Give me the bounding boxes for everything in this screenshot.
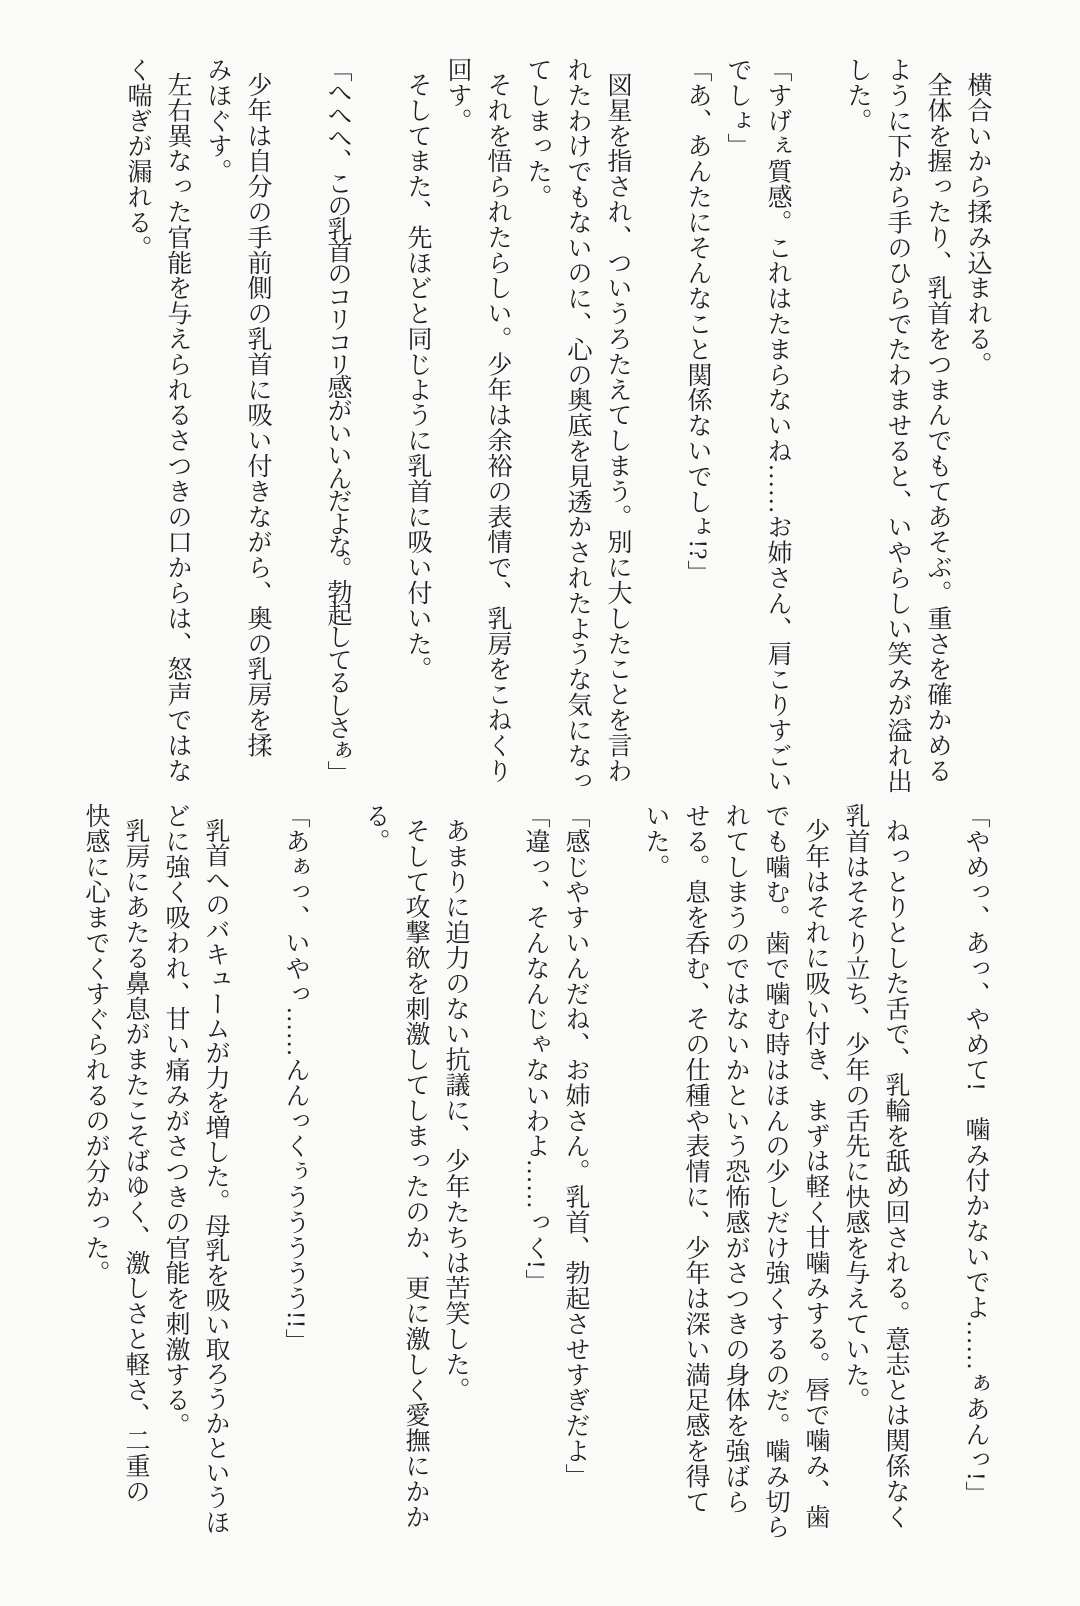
text-line: てしまった。 bbox=[524, 57, 551, 210]
text-line: どに強く吸われ、甘い痛みがさつきの官能を刺激する。 bbox=[162, 803, 189, 1438]
text-line: 「違っ、そんなんじゃないわよ……っく!」 bbox=[522, 803, 549, 1295]
text-line: でも噛む。歯で噛む時はほんの少しだけ強くするのだ。噛み切ら bbox=[762, 803, 789, 1540]
text-line: る。 bbox=[362, 803, 389, 854]
text-line: 少年はそれに吸い付き、まずは軽く甘噛みする。唇で噛み、歯 bbox=[802, 818, 829, 1530]
text-line: 回す。 bbox=[444, 57, 471, 134]
text-line: れたわけでもないのに、心の奥底を見透かされたような気になっ bbox=[564, 57, 591, 794]
text-line: 乳房にあたる鼻息がまたこそばゆく、激しさと軽さ、二重の bbox=[122, 818, 149, 1504]
text-line: 「すげぇ質感。これはたまらないね……お姉さん、肩こりすごい bbox=[764, 57, 791, 794]
text-band-top bbox=[124, 57, 991, 794]
text-line: それを悟られたらしい。少年は余裕の表情で、乳房をこねくり bbox=[484, 72, 511, 784]
text-line: あまりに迫力のない抗議に、少年たちは苦笑した。 bbox=[442, 818, 469, 1403]
text-line: せる。息を呑む、その仕種や表情に、少年は深い満足感を得て bbox=[682, 803, 709, 1515]
text-line: 「あ、あんたにそんなこと関係ないでしょ!?」 bbox=[684, 57, 711, 586]
text-line: 少年は自分の手前側の乳首に吸い付きながら、奥の乳房を揉 bbox=[244, 72, 271, 758]
text-line: 「感じやすいんだね、お姉さん。乳首、勃起させすぎだよ」 bbox=[562, 803, 589, 1489]
text-line: く喘ぎが漏れる。 bbox=[124, 57, 151, 261]
text-line: ねっとりとした舌で、乳輪を舐め回される。意志とは関係なく bbox=[882, 818, 909, 1530]
text-line: れてしまうのではないかという恐怖感がさつきの身体を強ばら bbox=[722, 803, 749, 1515]
text-line: 「へへへ、この乳首のコリコリ感がいいんだよな。勃起してるしさぁ」 bbox=[324, 57, 351, 783]
text-line: した。 bbox=[844, 57, 871, 134]
text-line: 「あぁっ、いやっ……んんっくぅううううう!!」 bbox=[282, 803, 309, 1354]
text-line: 左右異なった官能を与えられるさつきの口からは、怒声ではな bbox=[164, 72, 191, 784]
text-line: そして攻撃欲を刺激してしまったのか、更に激しく愛撫にかか bbox=[402, 818, 429, 1530]
text-line: そしてまた、先ほどと同じように乳首に吸い付いた。 bbox=[404, 72, 431, 682]
text-line: でしょ」 bbox=[724, 57, 751, 159]
text-line: 横合いから揉み込まれる。 bbox=[964, 72, 991, 377]
text-band-bottom bbox=[82, 803, 989, 1540]
text-line: みほぐす。 bbox=[204, 57, 231, 184]
text-line: 「やめっ、あっ、やめて! 噛み付かないでよ……ぁあんっ!」 bbox=[962, 803, 989, 1507]
text-line: 乳首へのバキュームが力を増した。母乳を吸い取ろうかというほ bbox=[202, 818, 229, 1535]
text-line: 乳首はそそり立ち、少年の舌先に快感を与えていた。 bbox=[842, 803, 869, 1413]
text-line: 図星を指され、ついうろたえてしまう。別に大したことを言わ bbox=[604, 72, 631, 784]
text-line: 快感に心までくすぐられるのが分かった。 bbox=[82, 803, 109, 1286]
text-line: ように下から手のひらでたわませると、いやらしい笑みが溢れ出 bbox=[884, 57, 911, 794]
text-line: いた。 bbox=[642, 803, 669, 880]
text-line: 全体を握ったり、乳首をつまんでもてあそぶ。重さを確かめる bbox=[924, 72, 951, 784]
